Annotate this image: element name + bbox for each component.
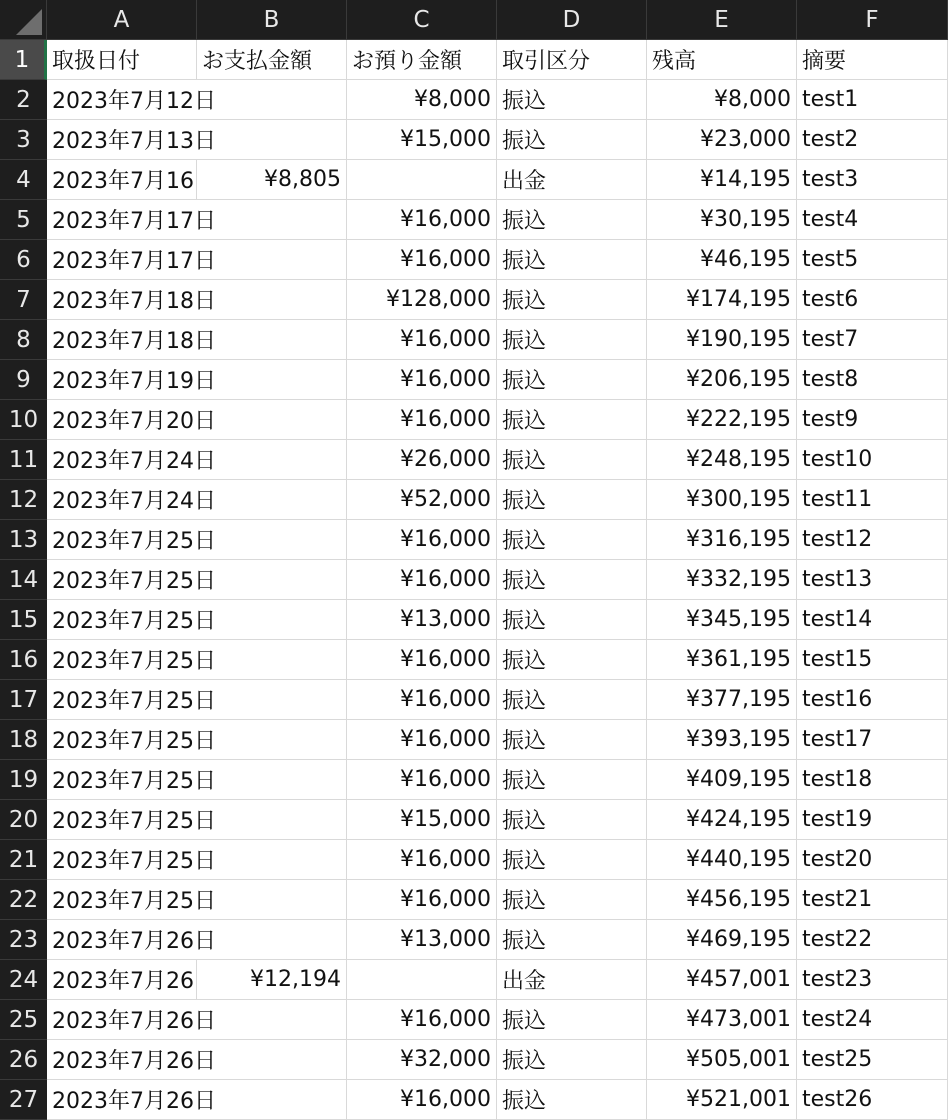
cell-payment[interactable] — [197, 360, 347, 400]
row-header[interactable]: 13 — [0, 520, 47, 560]
cell-balance[interactable]: ¥361,195 — [647, 640, 797, 680]
cell-date[interactable]: 2023年7月17日 — [47, 200, 197, 240]
cell-date[interactable]: 2023年7月24日 — [47, 440, 197, 480]
column-header-c[interactable]: C — [347, 0, 497, 40]
column-header-f[interactable]: F — [797, 0, 948, 40]
cell-memo[interactable]: test15 — [797, 640, 948, 680]
cell-memo[interactable]: test17 — [797, 720, 948, 760]
cell-payment[interactable] — [197, 1000, 347, 1040]
header-cell-type[interactable]: 取引区分 — [497, 40, 647, 80]
cell-payment[interactable] — [197, 600, 347, 640]
cell-date[interactable]: 2023年7月18日 — [47, 320, 197, 360]
cell-type[interactable]: 振込 — [497, 760, 647, 800]
cell-deposit[interactable] — [347, 160, 497, 200]
cell-type[interactable]: 振込 — [497, 840, 647, 880]
cell-deposit[interactable]: ¥16,000 — [347, 320, 497, 360]
cell-deposit[interactable]: ¥15,000 — [347, 120, 497, 160]
cell-balance[interactable]: ¥409,195 — [647, 760, 797, 800]
row-header[interactable]: 14 — [0, 560, 47, 600]
row-header[interactable]: 27 — [0, 1080, 47, 1120]
cell-payment[interactable]: ¥8,805 — [197, 160, 347, 200]
cell-balance[interactable]: ¥469,195 — [647, 920, 797, 960]
cell-type[interactable]: 振込 — [497, 1040, 647, 1080]
cell-balance[interactable]: ¥521,001 — [647, 1080, 797, 1120]
cell-balance[interactable]: ¥300,195 — [647, 480, 797, 520]
cell-deposit[interactable]: ¥16,000 — [347, 840, 497, 880]
cell-memo[interactable]: test3 — [797, 160, 948, 200]
cell-payment[interactable] — [197, 400, 347, 440]
cell-type[interactable]: 振込 — [497, 560, 647, 600]
cell-memo[interactable]: test9 — [797, 400, 948, 440]
cell-date[interactable]: 2023年7月19日 — [47, 360, 197, 400]
row-header[interactable]: 1 — [0, 40, 47, 80]
row-header[interactable]: 15 — [0, 600, 47, 640]
cell-payment[interactable]: ¥12,194 — [197, 960, 347, 1000]
cell-date[interactable]: 2023年7月26 — [47, 960, 197, 1000]
cell-memo[interactable]: test11 — [797, 480, 948, 520]
row-header[interactable]: 12 — [0, 480, 47, 520]
cell-date[interactable]: 2023年7月25日 — [47, 600, 197, 640]
cell-date[interactable]: 2023年7月26日 — [47, 920, 197, 960]
cell-payment[interactable] — [197, 120, 347, 160]
cell-memo[interactable]: test20 — [797, 840, 948, 880]
cell-type[interactable]: 振込 — [497, 240, 647, 280]
cell-payment[interactable] — [197, 320, 347, 360]
cell-deposit[interactable]: ¥16,000 — [347, 1080, 497, 1120]
cell-date[interactable]: 2023年7月25日 — [47, 880, 197, 920]
cell-balance[interactable]: ¥332,195 — [647, 560, 797, 600]
cell-balance[interactable]: ¥206,195 — [647, 360, 797, 400]
cell-deposit[interactable]: ¥26,000 — [347, 440, 497, 480]
column-header-e[interactable]: E — [647, 0, 797, 40]
cell-payment[interactable] — [197, 280, 347, 320]
header-cell-payment[interactable]: お支払金額 — [197, 40, 347, 80]
cell-type[interactable]: 振込 — [497, 360, 647, 400]
cell-payment[interactable] — [197, 1040, 347, 1080]
cell-date[interactable]: 2023年7月26日 — [47, 1000, 197, 1040]
cell-type[interactable]: 振込 — [497, 520, 647, 560]
select-all-corner[interactable] — [0, 0, 47, 40]
cell-type[interactable]: 振込 — [497, 400, 647, 440]
row-header[interactable]: 3 — [0, 120, 47, 160]
cell-type[interactable]: 出金 — [497, 160, 647, 200]
header-cell-memo[interactable]: 摘要 — [797, 40, 948, 80]
cell-payment[interactable] — [197, 880, 347, 920]
cell-balance[interactable]: ¥30,195 — [647, 200, 797, 240]
cell-balance[interactable]: ¥222,195 — [647, 400, 797, 440]
row-header[interactable]: 7 — [0, 280, 47, 320]
cell-balance[interactable]: ¥377,195 — [647, 680, 797, 720]
cell-payment[interactable] — [197, 680, 347, 720]
cell-payment[interactable] — [197, 640, 347, 680]
cell-date[interactable]: 2023年7月17日 — [47, 240, 197, 280]
cell-deposit[interactable]: ¥32,000 — [347, 1040, 497, 1080]
cell-balance[interactable]: ¥424,195 — [647, 800, 797, 840]
cell-date[interactable]: 2023年7月20日 — [47, 400, 197, 440]
row-header[interactable]: 25 — [0, 1000, 47, 1040]
cell-date[interactable]: 2023年7月25日 — [47, 800, 197, 840]
cell-deposit[interactable]: ¥16,000 — [347, 200, 497, 240]
header-cell-date[interactable]: 取扱日付 — [47, 40, 197, 80]
cell-payment[interactable] — [197, 760, 347, 800]
row-header[interactable]: 18 — [0, 720, 47, 760]
cell-deposit[interactable]: ¥16,000 — [347, 880, 497, 920]
row-header[interactable]: 10 — [0, 400, 47, 440]
cell-balance[interactable]: ¥457,001 — [647, 960, 797, 1000]
cell-date[interactable]: 2023年7月25日 — [47, 720, 197, 760]
cell-type[interactable]: 振込 — [497, 480, 647, 520]
cell-memo[interactable]: test7 — [797, 320, 948, 360]
cell-deposit[interactable]: ¥8,000 — [347, 80, 497, 120]
cell-memo[interactable]: test4 — [797, 200, 948, 240]
cell-memo[interactable]: test21 — [797, 880, 948, 920]
cell-memo[interactable]: test23 — [797, 960, 948, 1000]
row-header[interactable]: 6 — [0, 240, 47, 280]
cell-deposit[interactable]: ¥16,000 — [347, 720, 497, 760]
cell-deposit[interactable]: ¥16,000 — [347, 520, 497, 560]
cell-type[interactable]: 振込 — [497, 280, 647, 320]
cell-payment[interactable] — [197, 840, 347, 880]
cell-memo[interactable]: test5 — [797, 240, 948, 280]
cell-deposit[interactable]: ¥16,000 — [347, 560, 497, 600]
cell-date[interactable]: 2023年7月24日 — [47, 480, 197, 520]
cell-memo[interactable]: test13 — [797, 560, 948, 600]
cell-payment[interactable] — [197, 240, 347, 280]
cell-date[interactable]: 2023年7月25日 — [47, 560, 197, 600]
cell-memo[interactable]: test12 — [797, 520, 948, 560]
cell-balance[interactable]: ¥316,195 — [647, 520, 797, 560]
cell-memo[interactable]: test18 — [797, 760, 948, 800]
cell-type[interactable]: 振込 — [497, 800, 647, 840]
cell-balance[interactable]: ¥23,000 — [647, 120, 797, 160]
row-header[interactable]: 8 — [0, 320, 47, 360]
cell-memo[interactable]: test1 — [797, 80, 948, 120]
cell-type[interactable]: 振込 — [497, 320, 647, 360]
row-header[interactable]: 5 — [0, 200, 47, 240]
cell-payment[interactable] — [197, 80, 347, 120]
column-header-a[interactable]: A — [47, 0, 197, 40]
cell-payment[interactable] — [197, 520, 347, 560]
cell-balance[interactable]: ¥248,195 — [647, 440, 797, 480]
cell-date[interactable]: 2023年7月25日 — [47, 520, 197, 560]
cell-date[interactable]: 2023年7月26日 — [47, 1080, 197, 1120]
cell-memo[interactable]: test22 — [797, 920, 948, 960]
row-header[interactable]: 17 — [0, 680, 47, 720]
cell-memo[interactable]: test19 — [797, 800, 948, 840]
header-cell-deposit[interactable]: お預り金額 — [347, 40, 497, 80]
cell-date[interactable]: 2023年7月25日 — [47, 640, 197, 680]
cell-balance[interactable]: ¥174,195 — [647, 280, 797, 320]
cell-deposit[interactable]: ¥16,000 — [347, 240, 497, 280]
row-header[interactable]: 16 — [0, 640, 47, 680]
cell-deposit[interactable]: ¥15,000 — [347, 800, 497, 840]
cell-memo[interactable]: test26 — [797, 1080, 948, 1120]
cell-payment[interactable] — [197, 200, 347, 240]
cell-memo[interactable]: test10 — [797, 440, 948, 480]
row-header[interactable]: 2 — [0, 80, 47, 120]
row-header[interactable]: 24 — [0, 960, 47, 1000]
cell-type[interactable]: 振込 — [497, 880, 647, 920]
cell-deposit[interactable]: ¥52,000 — [347, 480, 497, 520]
cell-deposit[interactable]: ¥16,000 — [347, 680, 497, 720]
row-header[interactable]: 20 — [0, 800, 47, 840]
cell-payment[interactable] — [197, 1080, 347, 1120]
cell-date[interactable]: 2023年7月18日 — [47, 280, 197, 320]
cell-date[interactable]: 2023年7月16 — [47, 160, 197, 200]
cell-type[interactable]: 出金 — [497, 960, 647, 1000]
column-header-d[interactable]: D — [497, 0, 647, 40]
cell-balance[interactable]: ¥14,195 — [647, 160, 797, 200]
cell-type[interactable]: 振込 — [497, 80, 647, 120]
cell-date[interactable]: 2023年7月12日 — [47, 80, 197, 120]
cell-type[interactable]: 振込 — [497, 1000, 647, 1040]
cell-memo[interactable]: test25 — [797, 1040, 948, 1080]
cell-deposit[interactable]: ¥16,000 — [347, 640, 497, 680]
cell-date[interactable]: 2023年7月25日 — [47, 760, 197, 800]
cell-balance[interactable]: ¥473,001 — [647, 1000, 797, 1040]
cell-type[interactable]: 振込 — [497, 640, 647, 680]
cell-date[interactable]: 2023年7月26日 — [47, 1040, 197, 1080]
cell-payment[interactable] — [197, 440, 347, 480]
cell-payment[interactable] — [197, 480, 347, 520]
row-header[interactable]: 26 — [0, 1040, 47, 1080]
cell-date[interactable]: 2023年7月25日 — [47, 680, 197, 720]
cell-type[interactable]: 振込 — [497, 1080, 647, 1120]
cell-balance[interactable]: ¥8,000 — [647, 80, 797, 120]
cell-payment[interactable] — [197, 920, 347, 960]
cell-balance[interactable]: ¥505,001 — [647, 1040, 797, 1080]
cell-type[interactable]: 振込 — [497, 440, 647, 480]
cell-deposit[interactable]: ¥16,000 — [347, 360, 497, 400]
cell-memo[interactable]: test16 — [797, 680, 948, 720]
cell-deposit[interactable]: ¥13,000 — [347, 600, 497, 640]
row-header[interactable]: 23 — [0, 920, 47, 960]
cell-deposit[interactable]: ¥16,000 — [347, 760, 497, 800]
cell-balance[interactable]: ¥190,195 — [647, 320, 797, 360]
cell-balance[interactable]: ¥393,195 — [647, 720, 797, 760]
cell-balance[interactable]: ¥345,195 — [647, 600, 797, 640]
row-header[interactable]: 9 — [0, 360, 47, 400]
cell-payment[interactable] — [197, 800, 347, 840]
cell-type[interactable]: 振込 — [497, 920, 647, 960]
cell-deposit[interactable]: ¥16,000 — [347, 400, 497, 440]
cell-type[interactable]: 振込 — [497, 600, 647, 640]
cell-memo[interactable]: test2 — [797, 120, 948, 160]
cell-payment[interactable] — [197, 720, 347, 760]
cell-type[interactable]: 振込 — [497, 120, 647, 160]
column-header-b[interactable]: B — [197, 0, 347, 40]
row-header[interactable]: 4 — [0, 160, 47, 200]
cell-deposit[interactable]: ¥16,000 — [347, 1000, 497, 1040]
cell-deposit[interactable]: ¥13,000 — [347, 920, 497, 960]
cell-balance[interactable]: ¥440,195 — [647, 840, 797, 880]
cell-balance[interactable]: ¥46,195 — [647, 240, 797, 280]
cell-memo[interactable]: test6 — [797, 280, 948, 320]
row-header[interactable]: 19 — [0, 760, 47, 800]
cell-memo[interactable]: test14 — [797, 600, 948, 640]
cell-payment[interactable] — [197, 560, 347, 600]
cell-memo[interactable]: test24 — [797, 1000, 948, 1040]
cell-date[interactable]: 2023年7月25日 — [47, 840, 197, 880]
row-header[interactable]: 22 — [0, 880, 47, 920]
cell-memo[interactable]: test8 — [797, 360, 948, 400]
cell-balance[interactable]: ¥456,195 — [647, 880, 797, 920]
cell-type[interactable]: 振込 — [497, 680, 647, 720]
cell-type[interactable]: 振込 — [497, 720, 647, 760]
cell-type[interactable]: 振込 — [497, 200, 647, 240]
row-header[interactable]: 11 — [0, 440, 47, 480]
row-header[interactable]: 21 — [0, 840, 47, 880]
cell-deposit[interactable] — [347, 960, 497, 1000]
header-cell-balance[interactable]: 残高 — [647, 40, 797, 80]
cell-date[interactable]: 2023年7月13日 — [47, 120, 197, 160]
cell-deposit[interactable]: ¥128,000 — [347, 280, 497, 320]
